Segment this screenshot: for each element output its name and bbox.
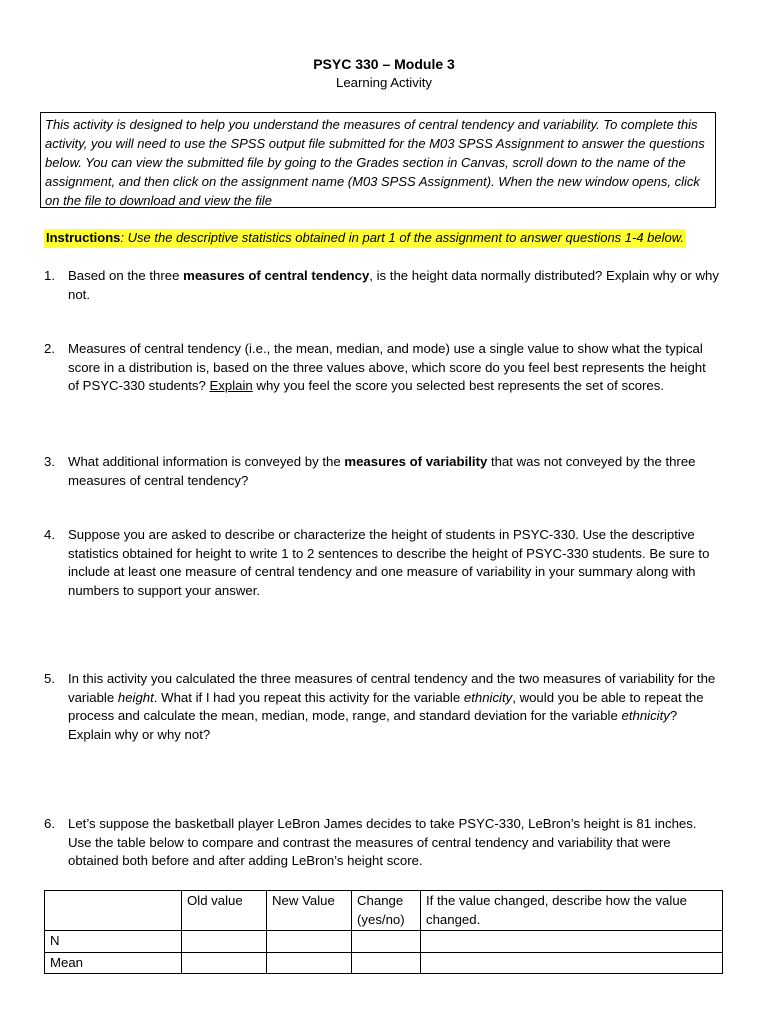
question-3	[44, 453, 719, 490]
question-text: Suppose you are asked to describe or characterize the height of students in PSYC-330. Use the descriptive statistics obtained for height to write 1 to 2 sentences to describe the height of PSYC-330 students. Be sure to include at least one measure of central tendency and one measure of variability in your summary along with numbers to support your answer.	[68, 527, 710, 598]
question-text-part: , would you be able to repeat the process and calculate the mean, median, mode, range, and standard deviation for the variable	[68, 689, 704, 723]
question-text-part: , is the height data normally distributed? Explain why or why not.	[68, 268, 719, 302]
question-text-part: Measures of central tendency (i.e., the mean, median, and mode) use a single value to show what the typical score in a distribution is, based on the three values above, which score do you feel best represents the height of PSYC-330 students?	[68, 341, 706, 393]
question-text-part: In this activity you calculated the three measures of central tendency and the two measures of variability for the variable	[68, 671, 716, 705]
table-cell: Mean	[45, 952, 182, 974]
question-6	[44, 815, 719, 871]
question-number: 2.	[44, 341, 55, 356]
question-emphasis: ethnicity	[463, 689, 513, 705]
table-cell[interactable]	[352, 952, 421, 974]
document-subtitle: Learning Activity	[335, 75, 433, 90]
table-cell[interactable]	[182, 952, 267, 974]
question-text	[68, 453, 719, 490]
question-number: 6.	[44, 816, 55, 831]
question-emphasis: measures of central tendency	[183, 268, 370, 283]
table-cell[interactable]	[267, 952, 352, 974]
question-text-part: why you feel the score you selected best represents the set of scores.	[252, 378, 664, 393]
table-header-cell: New Value	[267, 891, 352, 931]
table-header-cell: If the value changed, describe how the value changed.	[421, 891, 723, 931]
question-5	[44, 670, 719, 744]
question-text: Let’s suppose the basketball player LeBron James decides to take PSYC-330, LeBron’s height is 81 inches. Use the table below to compare and contrast the measures of central tendency and variability that were obtained both before and after adding LeBron’s height score.	[68, 816, 697, 868]
question-4	[44, 526, 719, 600]
question-text-part: Based on the three	[68, 268, 184, 283]
question-text-part: What additional information is conveyed by the	[68, 454, 345, 469]
table-cell[interactable]	[421, 931, 723, 953]
table-row	[45, 931, 723, 953]
question-emphasis: ethnicity	[621, 708, 670, 723]
table-header-cell: Change (yes/no)	[352, 891, 421, 931]
instructions-text: : Use the descriptive statistics obtained in part 1 of the assignment to answer questions 1-4 below.	[120, 230, 685, 245]
table-header-row	[45, 891, 723, 931]
table-cell[interactable]	[421, 952, 723, 974]
question-text-part: . What if I had you repeat this activity for the variable	[153, 689, 464, 705]
question-2	[44, 340, 719, 396]
instructions-lead: Instructions	[46, 230, 121, 245]
question-1	[44, 267, 719, 304]
instructions-highlight	[44, 229, 686, 248]
intro-box: This activity is designed to help you understand the measures of central tendency and variability. To complete this activity, you will need to use the SPSS output file submitted for the M03 SPSS Assignment to answer the questions below. You can view the submitted file by going to the Grades section in Canvas, scroll down to the name of the assignment, and then click on the assignment name (M03 SPSS Assignment). When the new window opens, click on the file to download and view the file	[40, 112, 716, 208]
question-number: 3.	[44, 454, 55, 469]
table-cell[interactable]	[267, 931, 352, 953]
question-text	[68, 340, 719, 396]
question-emphasis: height	[117, 689, 154, 705]
table-header-cell: Old value	[182, 891, 267, 931]
document-title: PSYC 330 – Module 3	[313, 56, 455, 72]
question-number: 5.	[44, 671, 55, 686]
question-emphasis: Explain	[209, 378, 253, 393]
table-cell[interactable]	[182, 931, 267, 953]
question-number: 1.	[44, 268, 55, 283]
table-cell: N	[45, 931, 182, 953]
question-text	[68, 670, 719, 744]
table-header-cell	[45, 891, 182, 931]
question-number: 4.	[44, 527, 55, 542]
question-text-part: that was not conveyed by the three measures of central tendency?	[68, 454, 696, 488]
question-emphasis: measures of variability	[344, 454, 488, 469]
table-row	[45, 952, 723, 974]
table-cell[interactable]	[352, 931, 421, 953]
question-text	[68, 267, 719, 304]
comparison-table	[44, 890, 723, 974]
question-text-part: ? Explain why or why not?	[68, 708, 678, 742]
